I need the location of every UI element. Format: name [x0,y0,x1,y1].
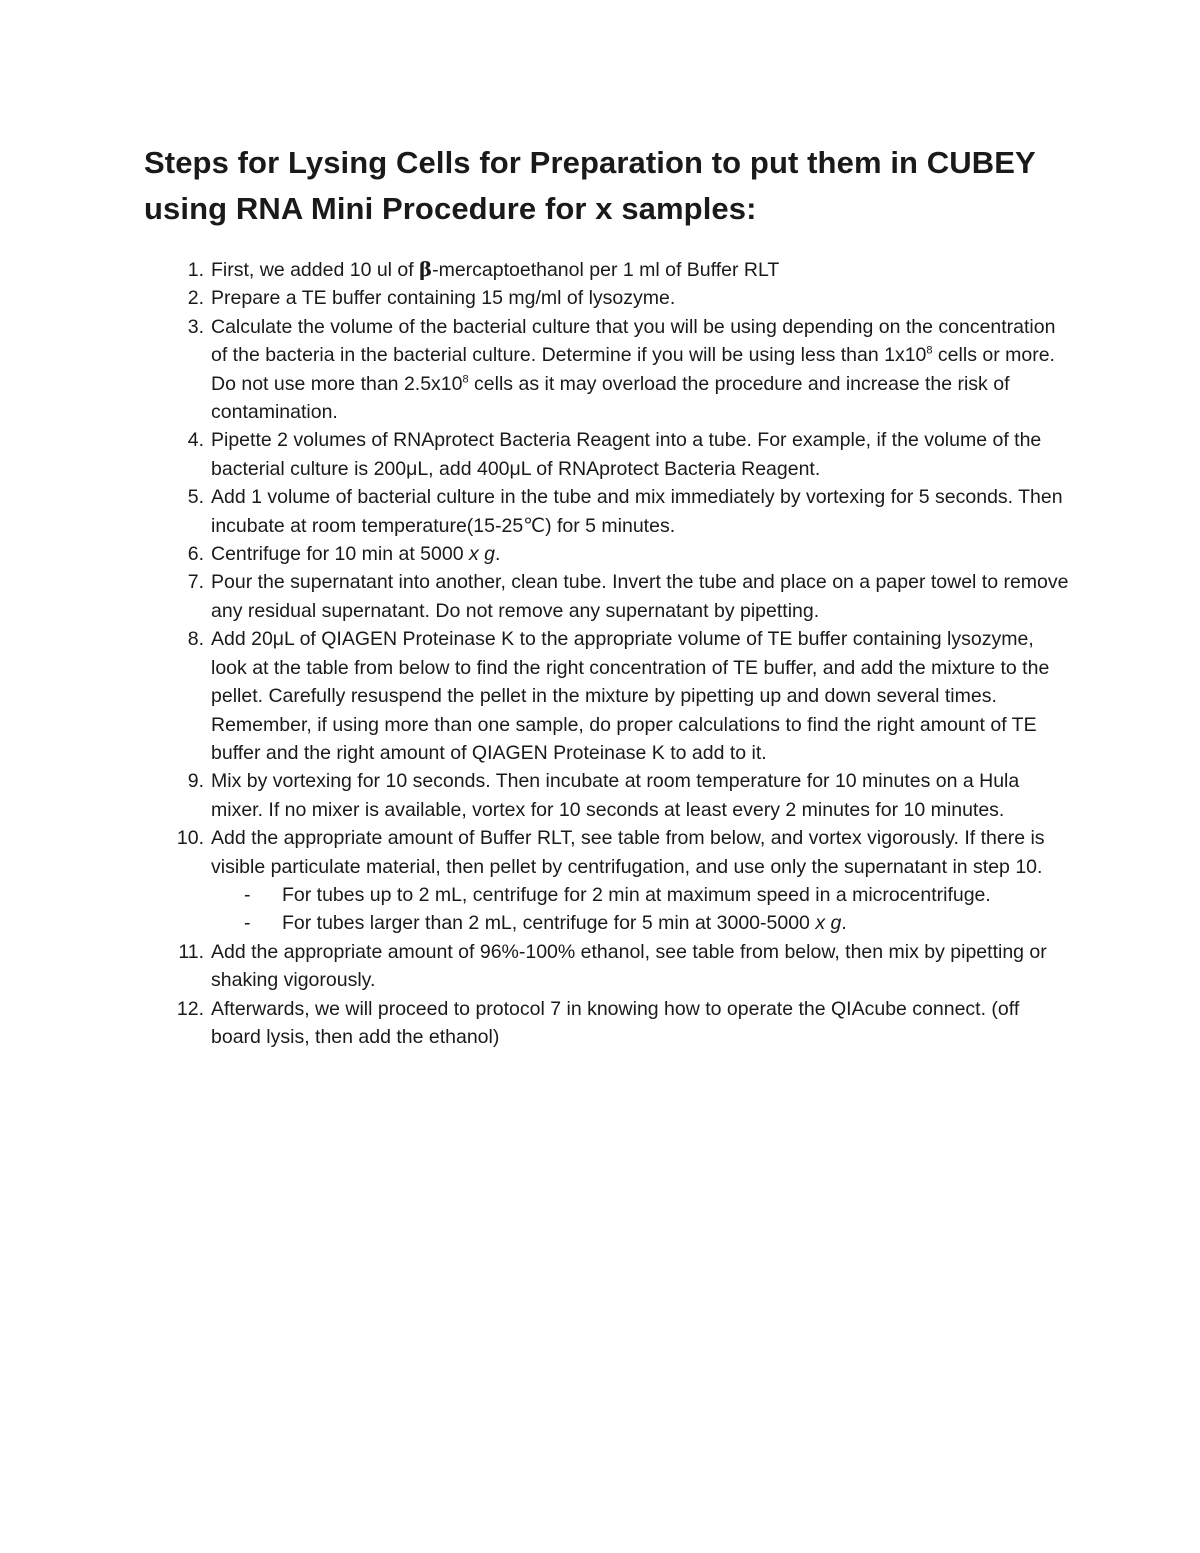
steps-list [144,256,1074,1051]
step-text: Mix by vortexing for 10 seconds. Then incubate at room temperature for 10 minutes on a Hula mixer. If no mixer is available, vortex for 10 seconds at least every 2 minutes for 10 minutes. [211,770,1020,821]
list-item [144,284,1074,312]
step-number: 1. [187,259,204,281]
exponent: 8 [462,373,469,386]
step-number: 4. [187,429,204,452]
step-number: 12. [176,997,204,1020]
step-text: Add 20μL of QIAGEN Proteinase K to the appropriate volume of TE buffer containing lysozyme, look at the table from below to find the right concentration of TE buffer, and add the mixture to the pellet. Carefully resuspend the pellet in the mixture by pipetting up and down several times. Remember, if using more than one sample, do proper calculations to find the right amount of TE buffer and the right amount of QIAGEN Proteinase K to add to it. [211,628,1050,764]
sub-step-text: For tubes up to 2 mL, centrifuge for 2 min at maximum speed in a microcentrifuge. [282,883,991,906]
step-text: Add the appropriate amount of 96%-100% ethanol, see table from below, then mix by pipetting or shaking vigorously. [211,940,1047,992]
list-item [144,313,1074,427]
list-item [144,995,1074,1052]
sub-list [211,881,1074,938]
list-item [144,568,1074,625]
italic-text: x g [815,912,842,935]
step-text: Calculate the volume of the bacterial culture that you will be using depending on the concentration of the bacteria in the bacterial culture. Determine if you will be using less than $1x10^8$ cells or more. Do not use more than $2.5x10^8$ cells as it may overload the procedure and increase the risk of contamination. [211,315,1056,424]
step-text: First, we added 10 ul of β-mercaptoethanol per 1 ml of Buffer RLT [211,258,780,281]
step-number: 11. [178,940,204,963]
list-item [144,767,1074,824]
step-number: 10. [176,827,204,850]
step-text: Centrifuge for 10 min at 5000 x g. [211,543,501,566]
step-number: 8. [187,628,204,651]
list-item [144,824,1074,938]
exponent: 8 [926,344,933,357]
list-item [144,256,1074,284]
sub-list-item [211,909,1074,937]
step-number: 3. [187,315,204,338]
step-text: Prepare a TE buffer containing 15 mg/ml of lysozyme. [211,287,676,310]
step-text: Add 1 volume of bacterial culture in the tube and mix immediately by vortexing for 5 seconds. Then incubate at room temperature(15-25℃) for 5 minutes. [211,486,1063,537]
dash-bullet: - [244,912,251,935]
italic-text: x g [469,543,496,566]
step-text: Afterwards, we will proceed to protocol 7 in knowing how to operate the QIAcube connect. (off board lysis, then add the ethanol) [211,997,1020,1048]
sub-list-item [211,881,1074,909]
step-text: Pipette 2 volumes of RNAprotect Bacteria Reagent into a tube. For example, if the volume of the bacterial culture is 200μL, add 400μL of RNAprotect Bacteria Reagent. [211,429,1042,480]
step-number: 7. [187,571,204,594]
dash-bullet: - [244,883,251,906]
step-number: 6. [187,543,204,566]
list-item [144,426,1074,483]
step-number: 5. [187,486,204,509]
list-item [144,938,1074,995]
step-text: Add the appropriate amount of Buffer RLT, see table from below, and vortex vigorously. If there is visible particulate material, then pellet by centrifugation, and use only the supernatant in step 10. [211,827,1045,878]
page-title: Steps for Lysing Cells for Preparation to put them in CUBEY using RNA Mini Procedure for x samples: [144,145,1036,226]
step-number: 2. [187,287,204,310]
list-item [144,625,1074,767]
sub-step-text: For tubes larger than 2 mL, centrifuge for 5 min at 3000-5000 x g. [282,912,847,935]
list-item [144,483,1074,540]
step-text: Pour the supernatant into another, clean tube. Invert the tube and place on a paper towel to remove any residual supernatant. Do not remove any supernatant by pipetting. [211,571,1069,622]
list-item [144,540,1074,568]
beta-symbol: β [419,258,433,281]
step-number: 9. [187,770,204,793]
